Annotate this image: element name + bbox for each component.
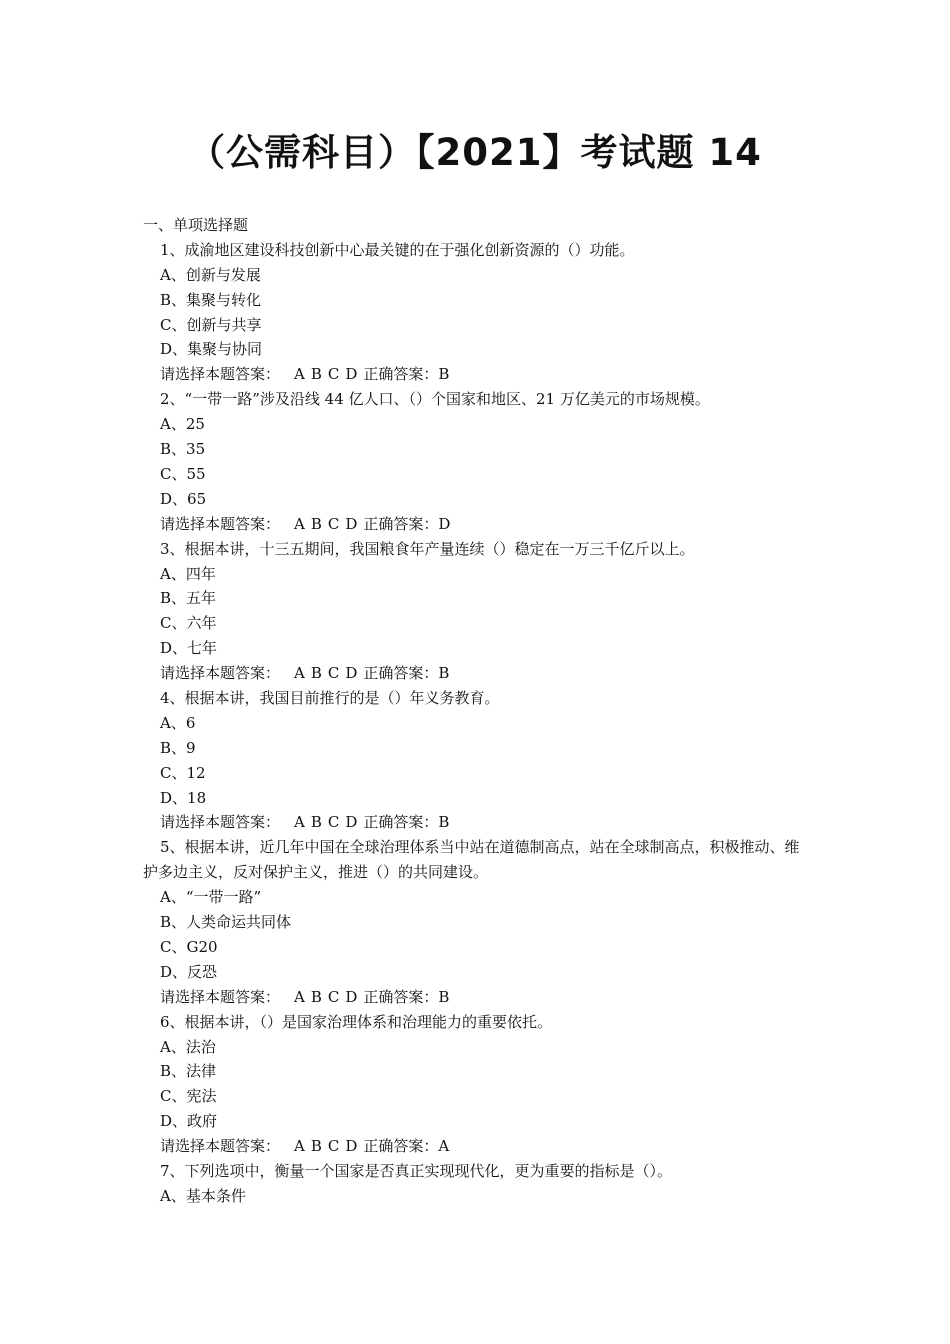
correct-answer-value: B <box>438 365 450 384</box>
correct-answer-value: A <box>438 1137 450 1156</box>
answer-option: B、法律 <box>160 1062 217 1081</box>
choice-letter[interactable]: C <box>327 987 340 1006</box>
answer-option: B、集聚与转化 <box>160 290 262 309</box>
question-text: 5、根据本讲，近几年中国在全球治理体系当中站在道德制高点，站在全球制高点，积极推动、维护多边主义，反对保护主义，推进（）的共同建设。 <box>143 838 800 882</box>
section-heading: 一、单项选择题 <box>143 216 249 234</box>
answer-option: C、六年 <box>160 614 217 633</box>
correct-answer-label: 正确答案： <box>363 664 439 683</box>
answer-option: D、65 <box>160 489 207 508</box>
answer-option: B、9 <box>160 738 196 757</box>
choice-letter[interactable]: D <box>345 514 358 533</box>
answer-prompt: 请选择本题答案： <box>160 987 281 1006</box>
document-body <box>143 213 811 1209</box>
choice-letters <box>294 1137 363 1155</box>
question-list <box>143 238 811 1209</box>
choice-letter[interactable]: C <box>327 365 340 384</box>
document-title: （公需科目）【2021】考试题 14 <box>188 131 762 174</box>
choice-letter[interactable]: C <box>327 664 340 683</box>
answer-option: A、创新与发展 <box>160 265 261 284</box>
correct-answer-label: 正确答案： <box>363 365 439 384</box>
answer-option: D、七年 <box>160 639 218 658</box>
choice-letter[interactable]: B <box>310 514 322 533</box>
correct-answer-label: 正确答案： <box>363 987 439 1006</box>
question-block <box>143 1159 811 1209</box>
choice-letter[interactable]: B <box>310 1137 322 1156</box>
answer-option: A、“一带一路” <box>160 888 262 907</box>
question-text: 2、“一带一路”涉及沿线 44 亿人口、（）个国家和地区、21 万亿美元的市场规模。 <box>160 390 710 409</box>
question-block <box>143 835 811 1009</box>
choice-letter[interactable]: D <box>345 813 358 832</box>
answer-option: D、反恐 <box>160 962 218 981</box>
question-block <box>143 1010 811 1159</box>
question-text: 3、根据本讲，十三五期间，我国粮食年产量连续（）稳定在一万三千亿斤以上。 <box>160 539 695 558</box>
answer-prompt: 请选择本题答案： <box>160 813 281 832</box>
question-block <box>143 387 811 536</box>
answer-option: C、宪法 <box>160 1087 217 1106</box>
answer-option: D、政府 <box>160 1112 218 1131</box>
choice-letters <box>294 365 363 383</box>
question-block <box>143 686 811 835</box>
choice-letters <box>294 988 363 1006</box>
question-block <box>143 238 811 387</box>
correct-answer-label: 正确答案： <box>363 1137 439 1156</box>
answer-line <box>143 512 811 537</box>
choice-letter[interactable]: A <box>294 514 305 533</box>
answer-option: B、35 <box>160 440 206 459</box>
choice-letter[interactable]: D <box>345 664 358 683</box>
choice-letter[interactable]: A <box>294 664 305 683</box>
choice-letter[interactable]: B <box>310 987 322 1006</box>
choice-letter[interactable]: C <box>327 514 340 533</box>
answer-option: C、创新与共享 <box>160 315 262 334</box>
correct-answer-value: D <box>438 514 451 533</box>
answer-option: A、四年 <box>160 564 216 583</box>
answer-option: B、人类命运共同体 <box>160 913 292 932</box>
choice-letter[interactable]: D <box>345 1137 358 1156</box>
correct-answer-value: B <box>438 664 450 683</box>
choice-letter[interactable]: A <box>294 987 305 1006</box>
answer-prompt: 请选择本题答案： <box>160 664 281 683</box>
answer-line <box>143 810 811 835</box>
correct-answer-value: B <box>438 987 450 1006</box>
answer-option: C、G20 <box>160 937 218 956</box>
answer-option: C、55 <box>160 464 206 483</box>
choice-letter[interactable]: D <box>345 365 358 384</box>
choice-letter[interactable]: A <box>294 1137 305 1156</box>
choice-letters <box>294 813 363 831</box>
answer-prompt: 请选择本题答案： <box>160 365 281 384</box>
answer-line <box>143 985 811 1010</box>
answer-option: B、五年 <box>160 589 217 608</box>
answer-prompt: 请选择本题答案： <box>160 1137 281 1156</box>
choice-letter[interactable]: A <box>294 813 305 832</box>
answer-option: A、6 <box>160 713 196 732</box>
choice-letter[interactable]: C <box>327 1137 340 1156</box>
answer-option: D、集聚与协同 <box>160 340 263 359</box>
choice-letter[interactable]: C <box>327 813 340 832</box>
answer-option: A、25 <box>160 415 205 434</box>
answer-prompt: 请选择本题答案： <box>160 514 281 533</box>
correct-answer-label: 正确答案： <box>363 813 439 832</box>
answer-line <box>143 661 811 686</box>
choice-letter[interactable]: A <box>294 365 305 384</box>
answer-option: D、18 <box>160 788 207 807</box>
question-text: 6、根据本讲，（）是国家治理体系和治理能力的重要依托。 <box>160 1012 553 1031</box>
correct-answer-label: 正确答案： <box>363 514 439 533</box>
choice-letter[interactable]: B <box>310 664 322 683</box>
question-text: 4、根据本讲，我国目前推行的是（）年义务教育。 <box>160 688 500 707</box>
choice-letter[interactable]: B <box>310 365 322 384</box>
question-text: 1、成渝地区建设科技创新中心最关键的在于强化创新资源的（）功能。 <box>160 240 635 259</box>
choice-letter[interactable]: D <box>345 987 358 1006</box>
choice-letters <box>294 664 363 682</box>
choice-letters <box>294 515 363 533</box>
answer-option: A、法治 <box>160 1037 216 1056</box>
answer-line <box>143 362 811 387</box>
question-text: 7、下列选项中，衡量一个国家是否真正实现现代化，更为重要的指标是（）。 <box>160 1161 673 1180</box>
answer-option: A、基本条件 <box>160 1186 246 1205</box>
answer-option: C、12 <box>160 763 206 782</box>
correct-answer-value: B <box>438 813 450 832</box>
choice-letter[interactable]: B <box>310 813 322 832</box>
answer-line <box>143 1134 811 1159</box>
question-block <box>143 537 811 686</box>
